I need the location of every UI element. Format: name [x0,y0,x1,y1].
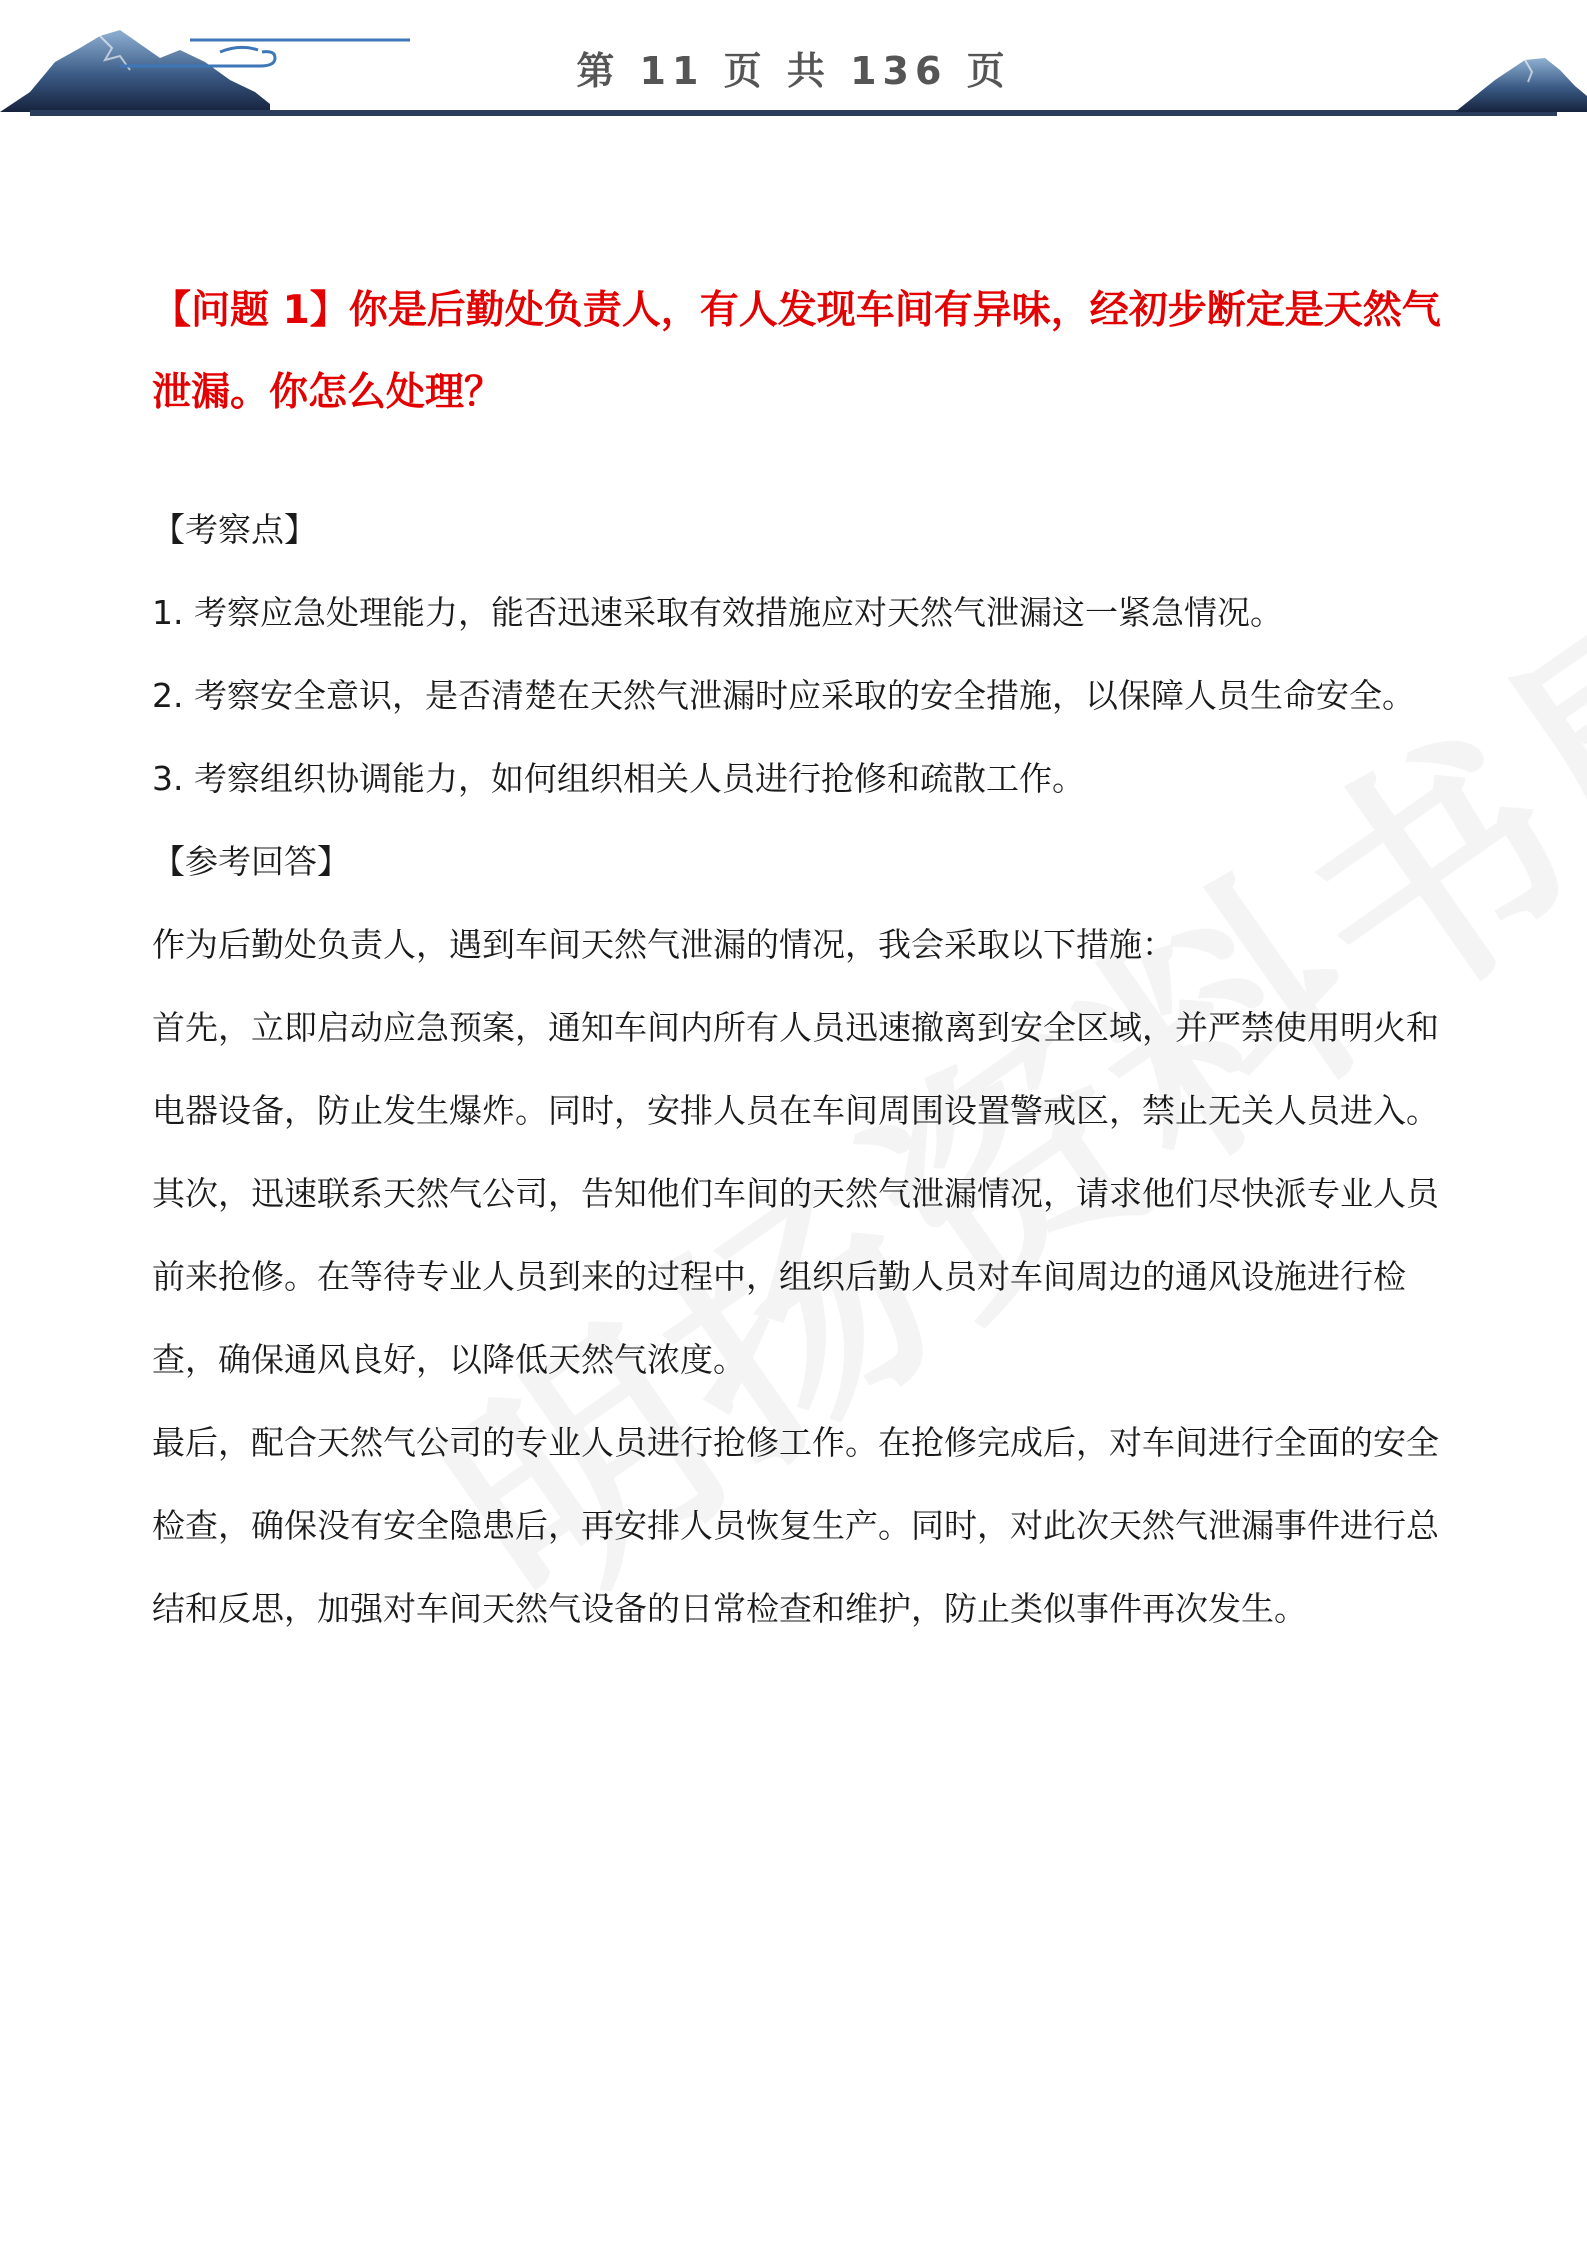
exam-point-2: 2. 考察安全意识，是否清楚在天然气泄漏时应采取的安全措施，以保障人员生命安全。 [152,676,1415,715]
exam-point-1: 1. 考察应急处理能力，能否迅速采取有效措施应对天然气泄漏这一紧急情况。 [152,593,1283,632]
answer-paragraph: 作为后勤处负责人，遇到车间天然气泄漏的情况，我会采取以下措施： [152,925,1175,964]
header-divider [30,110,1557,116]
answer-section [152,488,1442,1650]
answer-heading: 【参考回答】 [152,842,350,881]
exam-points-heading: 【考察点】 [152,510,317,549]
answer-paragraph: 其次，迅速联系天然气公司，告知他们车间的天然气泄漏情况，请求他们尽快派专业人员前来抢修。在等待专业人员到来的过程中，组织后勤人员对车间周边的通风设施进行检查，确保通风良好，以降低天然气浓度。 [152,1174,1439,1379]
page-header [0,0,1587,130]
question-title: 【问题 1】你是后勤处负责人，有人发现车间有异味，经初步断定是天然气泄漏。你怎么处理？ [152,288,1441,415]
document-body [152,270,1442,1650]
page-number: 第 11 页 共 136 页 [576,49,1011,93]
answer-paragraph: 首先，立即启动应急预案，通知车间内所有人员迅速撤离到安全区域，并严禁使用明火和电器设备，防止发生爆炸。同时，安排人员在车间周围设置警戒区，禁止无关人员进入。 [152,1008,1439,1130]
exam-point-3: 3. 考察组织协调能力，如何组织相关人员进行抢修和疏散工作。 [152,759,1085,798]
answer-paragraph: 最后，配合天然气公司的专业人员进行抢修工作。在抢修完成后，对车间进行全面的安全检查，确保没有安全隐患后，再安排人员恢复生产。同时，对此次天然气泄漏事件进行总结和反思，加强对车间天然气设备的日常检查和维护，防止类似事件再次发生。 [152,1423,1439,1628]
